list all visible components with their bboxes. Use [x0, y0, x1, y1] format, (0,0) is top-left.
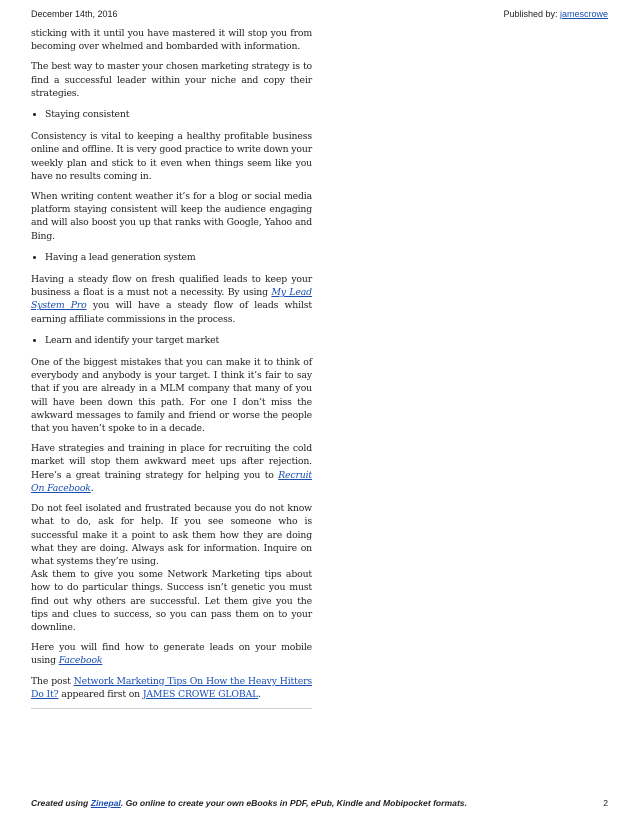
text-span: .	[258, 688, 261, 700]
list-item: • Staying consistent	[45, 108, 312, 121]
recruit-on-facebook-link[interactable]: Recruit On Facebook	[31, 469, 312, 494]
bullet-list	[31, 108, 312, 121]
paragraph: Do not feel isolated and frustrated because you do not know what to do, ask for help. If you see someone who is successful make it a point to ask them how they are doing what they are doing. Always ask for information. Inquire on what systems they’re using.	[31, 503, 312, 567]
paragraph	[31, 675, 312, 701]
text-span: Here you will find how to generate leads on your mobile using	[31, 642, 312, 667]
paragraph: When writing content weather it’s for a blog or social media platform staying consistent will keep the audience engaging and will also boost you up that ranks with Google, Yahoo and Bing.	[31, 191, 312, 242]
paragraph: Ask them to give you some Network Marketing tips about how to do particular things. Success isn’t genetic you must find out why others are successful. Let them give you the tips and clues to success, so you can pass them on to your downline.	[31, 569, 312, 633]
paragraph: The best way to master your chosen marketing strategy is to find a successful leader within your niche and copy their strategies.	[31, 61, 312, 99]
text-span: Have strategies and training in place for recruiting the cold market will stop them awkward meet ups after rejection. Here’s a great training strategy for helping you to	[31, 443, 312, 481]
divider	[31, 708, 312, 709]
zinepal-link[interactable]: Zinepal	[90, 798, 121, 808]
my-lead-system-pro-link[interactable]: My Lead System Pro	[31, 287, 312, 312]
paragraph: Consistency is vital to keeping a healthy profitable business online and offline. It is very good practice to write down your weekly plan and stick to it even when things seem like you have no results coming in.	[31, 131, 312, 182]
bullet-list	[31, 251, 312, 264]
paragraph: sticking with it until you have mastered it will stop you from becoming over whelmed and bombarded with information.	[31, 28, 312, 53]
bullet-list	[31, 334, 312, 347]
facebook-link[interactable]: Facebook	[58, 655, 103, 667]
paragraph	[31, 641, 312, 667]
header-published	[503, 9, 608, 19]
paragraph: One of the biggest mistakes that you can make it to think of everybody and anybody is your target. I think it’s fair to say that if you are already in a MLM company that many of you will have been down this path. For one I don’t miss the awkward messages to family and friend or worse the people that you haven’t spoke to in a decade.	[31, 357, 312, 435]
text-span: Having a steady flow on fresh qualified leads to keep your business a float is a must not a necessity. By using	[31, 274, 312, 299]
text-span: you will have a steady flow of leads whilst earning affiliate commissions in the process.	[31, 300, 312, 325]
published-label: Published by:	[503, 9, 560, 19]
list-item: • Learn and identify your target market	[45, 334, 312, 347]
footer	[31, 798, 608, 808]
text-span: appeared first on	[58, 688, 143, 700]
site-link[interactable]: JAMES CROWE GLOBAL	[142, 688, 259, 700]
paragraph	[31, 273, 312, 326]
footer-suffix: . Go online to create your own eBooks in PDF, ePub, Kindle and Mobipocket formats.	[120, 798, 467, 808]
text-span: The post	[31, 675, 74, 687]
post-title-link[interactable]: Network Marketing Tips On How the Heavy Hitters Do It?	[31, 675, 312, 700]
list-item: • Having a lead generation system	[45, 251, 312, 264]
footer-prefix: Created using	[31, 798, 91, 808]
article-body	[31, 27, 312, 709]
text-span: .	[90, 482, 94, 494]
author-link[interactable]: jamescrowe	[559, 9, 608, 19]
header-date: December 14th, 2016	[31, 9, 118, 19]
page-number: 2	[603, 798, 608, 808]
paragraph	[31, 442, 312, 495]
